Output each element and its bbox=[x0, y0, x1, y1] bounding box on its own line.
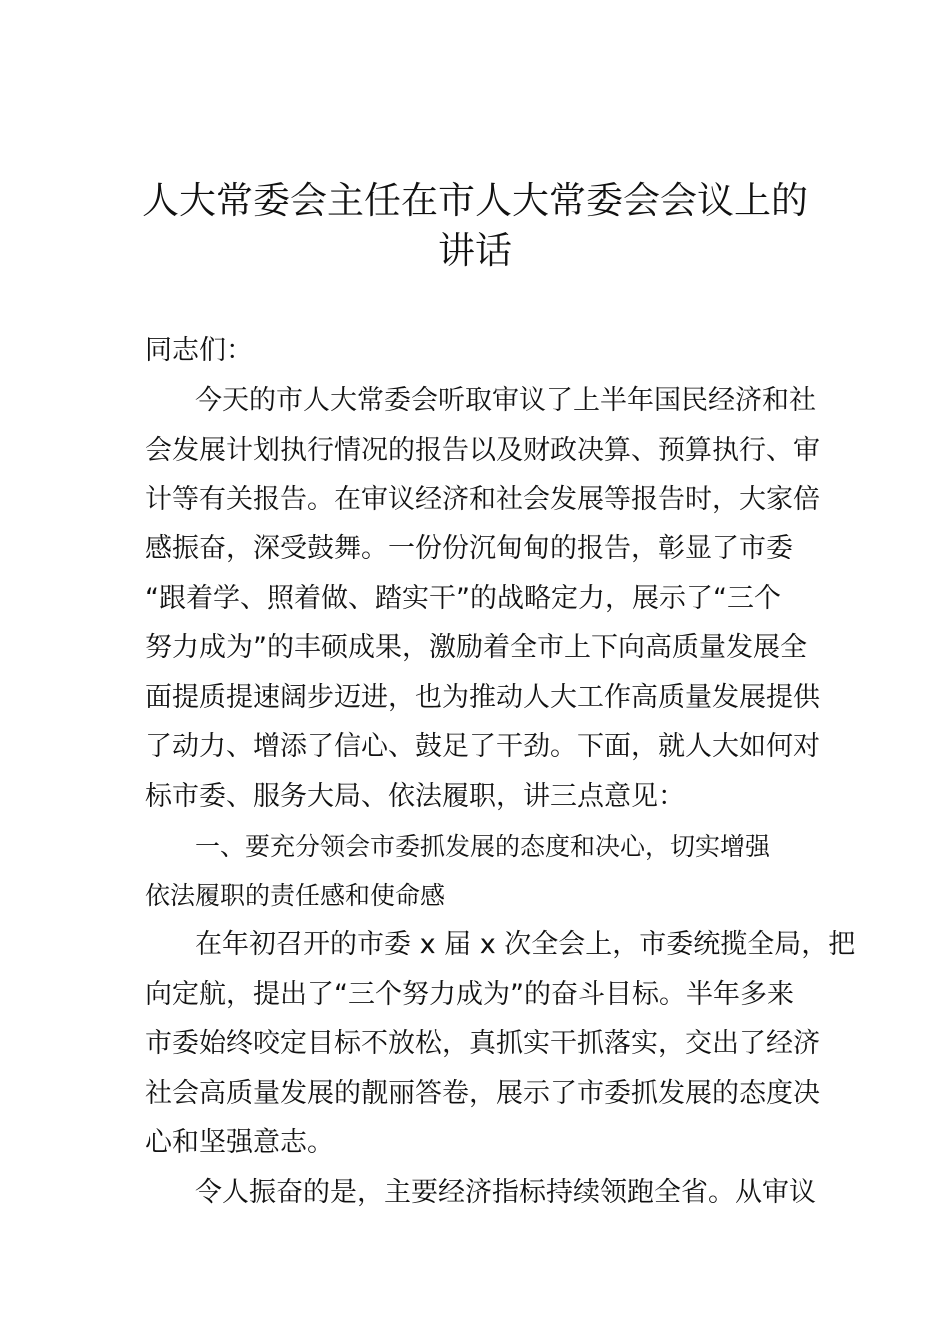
paragraph-2-line-5: 心和坚强意志。 bbox=[145, 1127, 334, 1158]
paragraph-1-line-9: 标市委、服务大局、依法履职，讲三点意见： bbox=[145, 781, 685, 812]
paragraph-1-line-3: 计等有关报告。在审议经济和社会发展等报告时，大家倍 bbox=[145, 484, 820, 515]
paragraph-1-line-7: 面提质提速阔步迈进，也为推动人大工作高质量发展提供 bbox=[145, 682, 820, 713]
section-heading-1-line-2: 依法履职的责任感和使命感 bbox=[145, 881, 446, 910]
paragraph-1-line-4: 感振奋，深受鼓舞。一份份沉甸甸的报告，彰显了市委 bbox=[145, 533, 793, 564]
paragraph-1-line-6: 努力成为”的丰硕成果，激励着全市上下向高质量发展全 bbox=[145, 632, 807, 663]
paragraph-1-line-2: 会发展计划执行情况的报告以及财政决算、预算执行、审 bbox=[145, 435, 820, 466]
paragraph-1-line-1: 今天的市人大常委会听取审议了上半年国民经济和社 bbox=[195, 385, 816, 416]
paragraph-2-line-3: 市委始终咬定目标不放松，真抓实干抓落实，交出了经济 bbox=[145, 1028, 820, 1059]
document-title-line-1: 人大常委会主任在市人大常委会会议上的 bbox=[142, 179, 808, 222]
paragraph-3-line-1: 令人振奋的是，主要经济指标持续领跑全省。从审议 bbox=[195, 1177, 816, 1208]
paragraph-2-line-4: 社会高质量发展的靓丽答卷，展示了市委抓发展的态度决 bbox=[145, 1078, 820, 1109]
paragraph-1-line-5: “跟着学、照着做、踏实干”的战略定力，展示了“三个 bbox=[145, 583, 781, 614]
section-heading-1-line-1: 一、要充分领会市委抓发展的态度和决心，切实增强 bbox=[195, 832, 771, 861]
paragraph-2-line-1: 在年初召开的市委 x 届 x 次全会上，市委统揽全局，把 bbox=[195, 929, 856, 960]
paragraph-2-line-2: 向定航，提出了“三个努力成为”的奋斗目标。半年多来 bbox=[145, 979, 794, 1010]
salutation: 同志们： bbox=[145, 335, 253, 366]
document-title-line-2: 讲话 bbox=[438, 229, 512, 272]
paragraph-1-line-8: 了动力、增添了信心、鼓足了干劲。下面，就人大如何对 bbox=[145, 731, 820, 762]
